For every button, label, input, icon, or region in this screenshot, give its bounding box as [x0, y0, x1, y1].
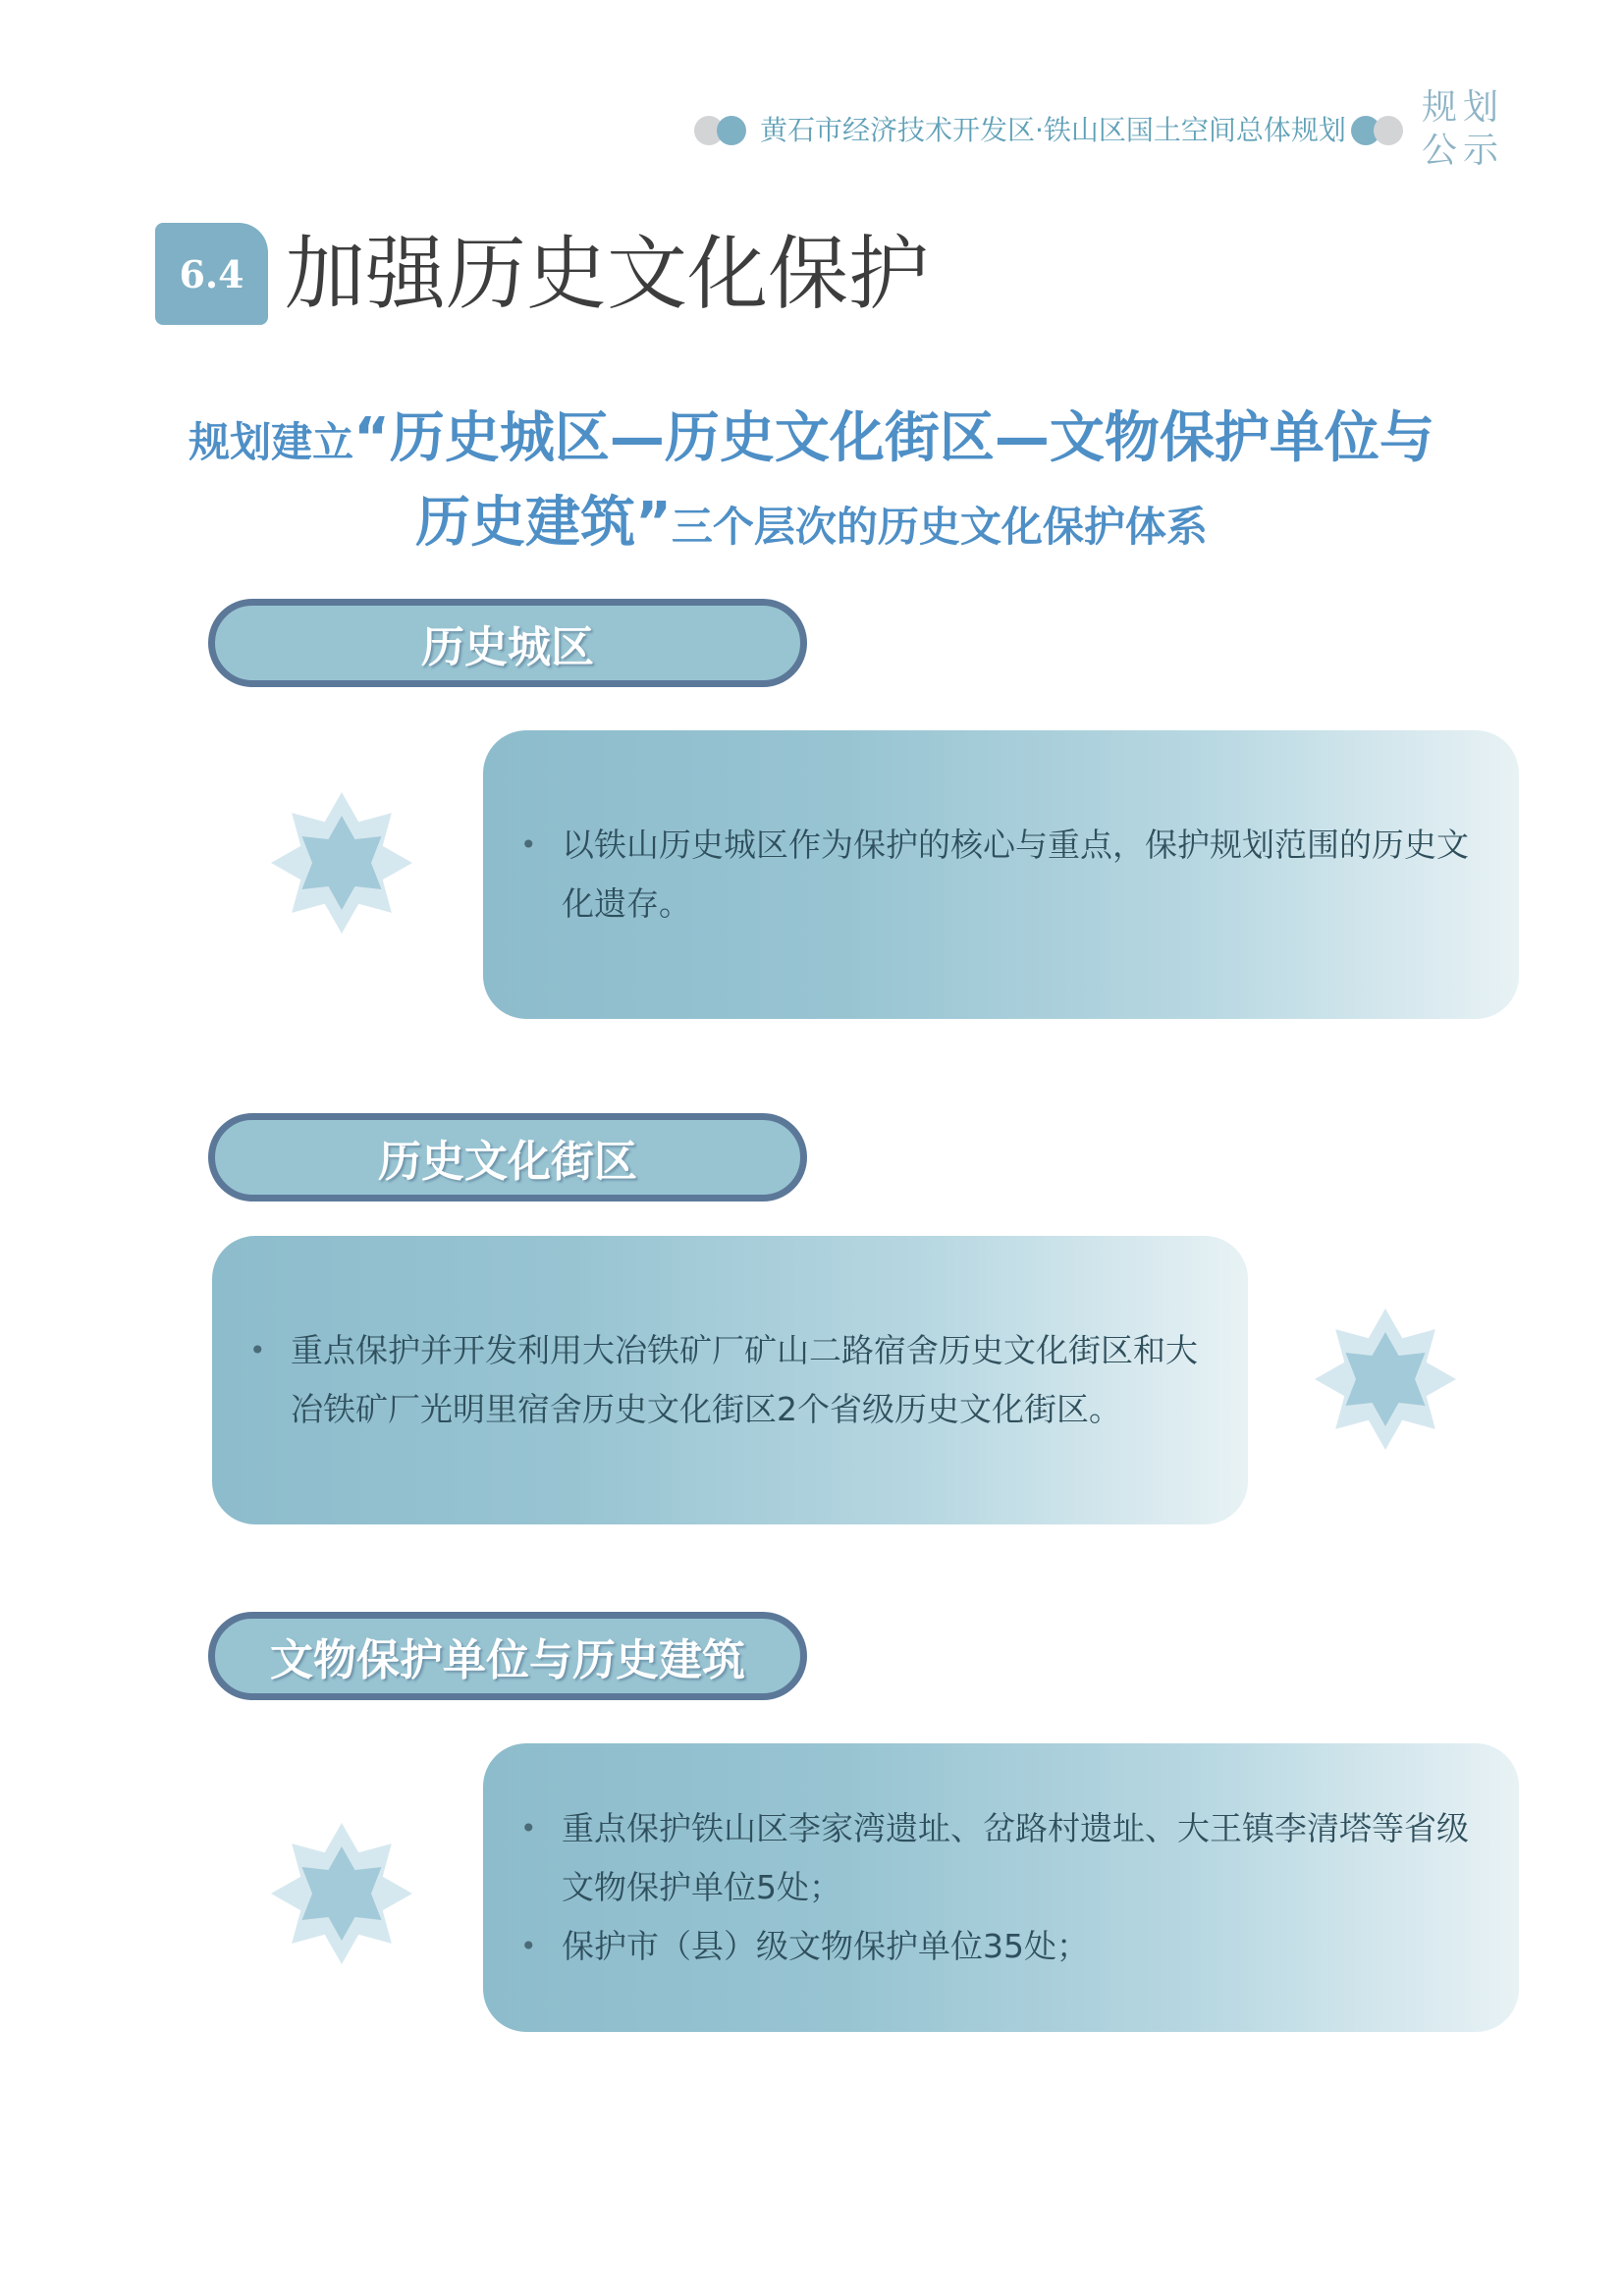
header-document-title: 黄石市经济技术开发区·铁山区国土空间总体规划	[760, 114, 1346, 146]
subtitle-quote-part-1: “历史城区—历史文化街区—文物保护单位与	[353, 406, 1434, 470]
level-label-historic-district: 历史文化街区	[208, 1113, 807, 1201]
header-tag-line1: 规划	[1422, 87, 1505, 128]
content-card-historic-district	[212, 1236, 1248, 1524]
subtitle-line-1	[0, 404, 1623, 486]
level-label-cultural-relics: 文物保护单位与历史建筑	[208, 1612, 807, 1700]
content-card-historic-city	[483, 730, 1519, 1019]
subtitle-line-2	[0, 489, 1623, 570]
subtitle-quote-part-2: 历史建筑”	[415, 491, 672, 555]
section-number-badge: 6.4	[155, 223, 268, 325]
decorative-star-icon	[268, 1820, 415, 1967]
bullet-item: • 保护市（县）级文物保护单位35处；	[520, 1917, 1482, 1976]
header-tag	[1422, 86, 1504, 173]
level-label-historic-city: 历史城区	[208, 599, 807, 687]
section-title: 加强历史文化保护	[285, 228, 930, 321]
subtitle-suffix: 三个层次的历史文化保护体系	[671, 503, 1208, 551]
subtitle-prefix: 规划建立	[189, 418, 354, 466]
header-dots-left	[694, 116, 748, 145]
header-tag-line2: 公示	[1422, 131, 1505, 171]
bullet-item: • 重点保护并开发利用大冶铁矿厂矿山二路宿舍历史文化街区和大冶铁矿厂光明里宿舍历史文化街区2个省级历史文化街区。	[249, 1321, 1211, 1439]
bullet-item: • 以铁山历史城区作为保护的核心与重点，保护规划范围的历史文化遗存。	[520, 816, 1482, 934]
decorative-star-icon	[1312, 1306, 1459, 1453]
decorative-star-icon	[268, 789, 415, 936]
header-dots-right	[1351, 116, 1405, 145]
bullet-item: • 重点保护铁山区李家湾遗址、岔路村遗址、大王镇李清塔等省级文物保护单位5处；	[520, 1799, 1482, 1917]
content-card-cultural-relics	[483, 1743, 1519, 2032]
